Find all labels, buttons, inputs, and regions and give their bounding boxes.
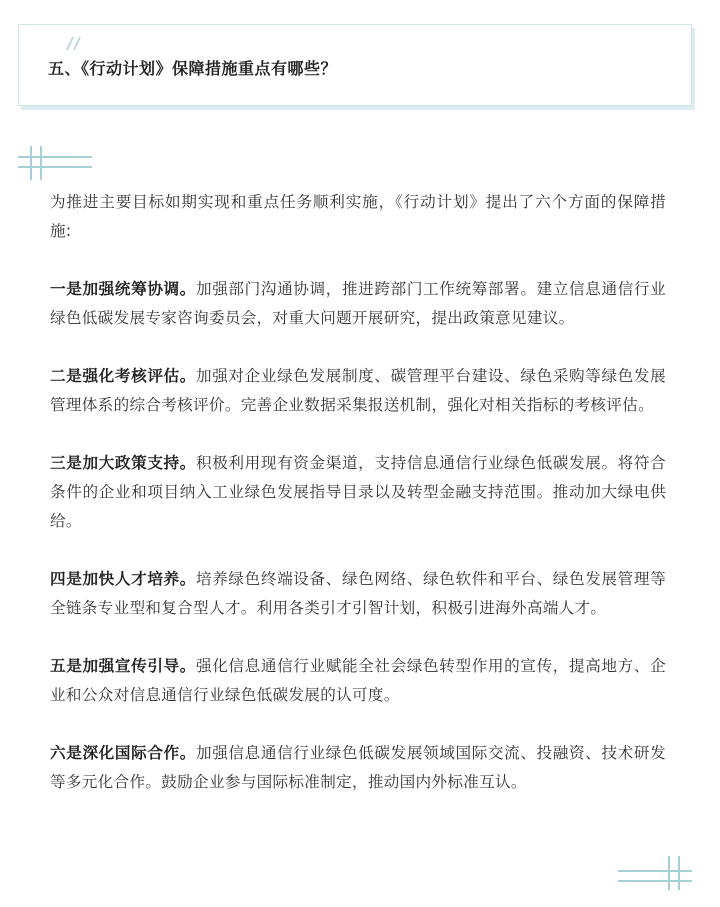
measure-body: 培养绿色终端设备、绿色网络、绿色软件和平台、绿色发展管理等全链条专业型和复合型人才。利用各类引才引智计划，积极引进海外高端人才。 (50, 570, 667, 617)
double-slash-decoration (59, 35, 89, 51)
article-body (50, 188, 666, 826)
measure-paragraph (50, 565, 666, 623)
measure-paragraph (50, 362, 666, 420)
measure-lead: 六是深化国际合作。 (50, 744, 196, 762)
measure-lead: 三是加大政策支持。 (50, 454, 196, 472)
measure-body: 加强信息通信行业绿色低碳发展领域国际交流、投融资、技术研发等多元化合作。鼓励企业参与国际标准制定，推动国内外标准互认。 (50, 744, 667, 791)
hash-decoration-icon (618, 856, 692, 890)
measure-lead: 四是加快人才培养。 (50, 570, 196, 588)
measure-lead: 二是强化考核评估。 (50, 367, 196, 385)
measure-body: 加强部门沟通协调，推进跨部门工作统筹部署。建立信息通信行业绿色低碳发展专家咨询委员会，对重大问题开展研究，提出政策意见建议。 (50, 280, 667, 327)
measure-paragraph (50, 275, 666, 333)
measure-lead: 一是加强统筹协调。 (50, 280, 196, 298)
measure-body: 加强对企业绿色发展制度、碳管理平台建设、绿色采购等绿色发展管理体系的综合考核评价。完善企业数据采集报送机制，强化对相关指标的考核评估。 (50, 367, 667, 414)
measure-body: 强化信息通信行业赋能全社会绿色转型作用的宣传，提高地方、企业和公众对信息通信行业绿色低碳发展的认可度。 (50, 657, 667, 704)
hash-decoration-icon (18, 146, 92, 180)
measure-body: 积极利用现有资金渠道，支持信息通信行业绿色低碳发展。将符合条件的企业和项目纳入工业绿色发展指导目录以及转型金融支持范围。推动加大绿电供给。 (50, 454, 667, 530)
measure-paragraph (50, 652, 666, 710)
intro-paragraph: 为推进主要目标如期实现和重点任务顺利实施，《行动计划》提出了六个方面的保障措施: (50, 193, 666, 240)
measure-paragraph (50, 449, 666, 536)
section-title-box (18, 24, 692, 106)
section-title: 五、《行动计划》保障措施重点有哪些？ (48, 59, 338, 78)
measure-lead: 五是加强宣传引导。 (50, 657, 196, 675)
measure-paragraph (50, 739, 666, 797)
